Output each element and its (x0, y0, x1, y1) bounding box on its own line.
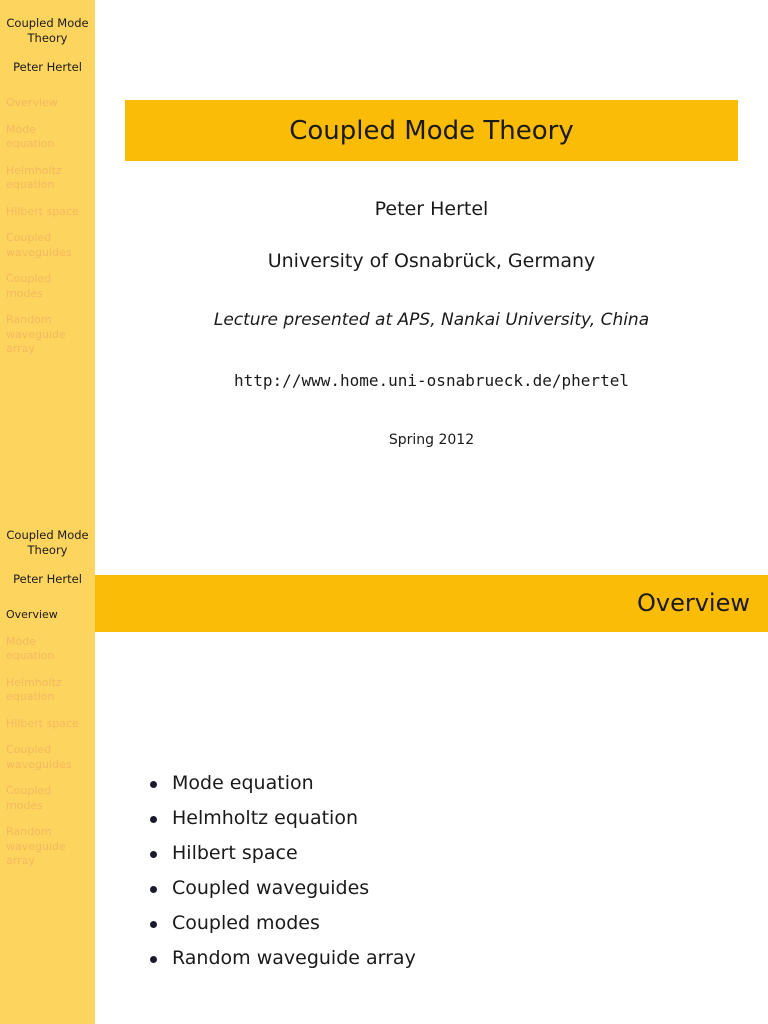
list-item: Random waveguide array (148, 941, 416, 976)
list-item: Coupled modes (148, 906, 416, 941)
sidebar (0, 0, 95, 512)
bullet-icon (150, 956, 157, 963)
homepage-url[interactable]: http://www.home.uni-osnabrueck.de/phertel (234, 371, 629, 390)
sidebar-title[interactable]: Coupled Mode Theory (6, 16, 89, 45)
presentation-date: Spring 2012 (388, 432, 475, 448)
frame-title-bar (95, 575, 768, 632)
sidebar-item-mode-equation[interactable]: Mode equation (6, 122, 55, 150)
institution: University of Osnabrück, Germany (267, 250, 596, 272)
sidebar-item-coupled-modes[interactable]: Coupled modes (6, 272, 52, 300)
list-item: Helmholtz equation (148, 801, 416, 836)
bullet-icon (150, 816, 157, 823)
bullet-icon (150, 781, 157, 788)
sidebar-item-coupled-waveguides[interactable]: Coupled waveguides (6, 231, 72, 259)
sidebar-nav (6, 608, 92, 881)
list-item: Hilbert space (148, 836, 416, 871)
sidebar-item-random-waveguide-array[interactable]: Random waveguide array (6, 825, 66, 867)
sidebar-author[interactable]: Peter Hertel (13, 572, 82, 586)
sidebar-item-mode-equation[interactable]: Mode equation (6, 634, 55, 662)
sidebar-author[interactable]: Peter Hertel (13, 60, 82, 74)
sidebar-title[interactable]: Coupled Mode Theory (6, 528, 89, 557)
sidebar-item-random-waveguide-array[interactable]: Random waveguide array (6, 313, 66, 355)
bullet-icon (150, 886, 157, 893)
sidebar-item-overview[interactable]: Overview (6, 96, 58, 109)
presentation-title: Coupled Mode Theory (289, 115, 574, 146)
sidebar-item-overview[interactable]: Overview (6, 608, 58, 621)
lecture-note: Lecture presented at APS, Nankai University, China (213, 310, 650, 330)
sidebar-nav (6, 96, 92, 369)
bullet-list (148, 766, 416, 976)
sidebar-item-coupled-modes[interactable]: Coupled modes (6, 784, 52, 812)
sidebar (0, 512, 95, 1024)
bullet-icon (150, 921, 157, 928)
list-item: Mode equation (148, 766, 416, 801)
title-box (125, 100, 738, 161)
sidebar-item-helmholtz-equation[interactable]: Helmholtz equation (6, 675, 62, 703)
sidebar-item-coupled-waveguides[interactable]: Coupled waveguides (6, 743, 72, 771)
slide-overview (0, 512, 768, 1024)
sidebar-item-hilbert-space[interactable]: Hilbert space (6, 716, 79, 730)
list-item: Coupled waveguides (148, 871, 416, 906)
bullet-icon (150, 851, 157, 858)
author-name: Peter Hertel (374, 198, 489, 220)
sidebar-item-helmholtz-equation[interactable]: Helmholtz equation (6, 163, 62, 191)
sidebar-item-hilbert-space[interactable]: Hilbert space (6, 204, 79, 218)
frame-title: Overview (637, 589, 750, 617)
